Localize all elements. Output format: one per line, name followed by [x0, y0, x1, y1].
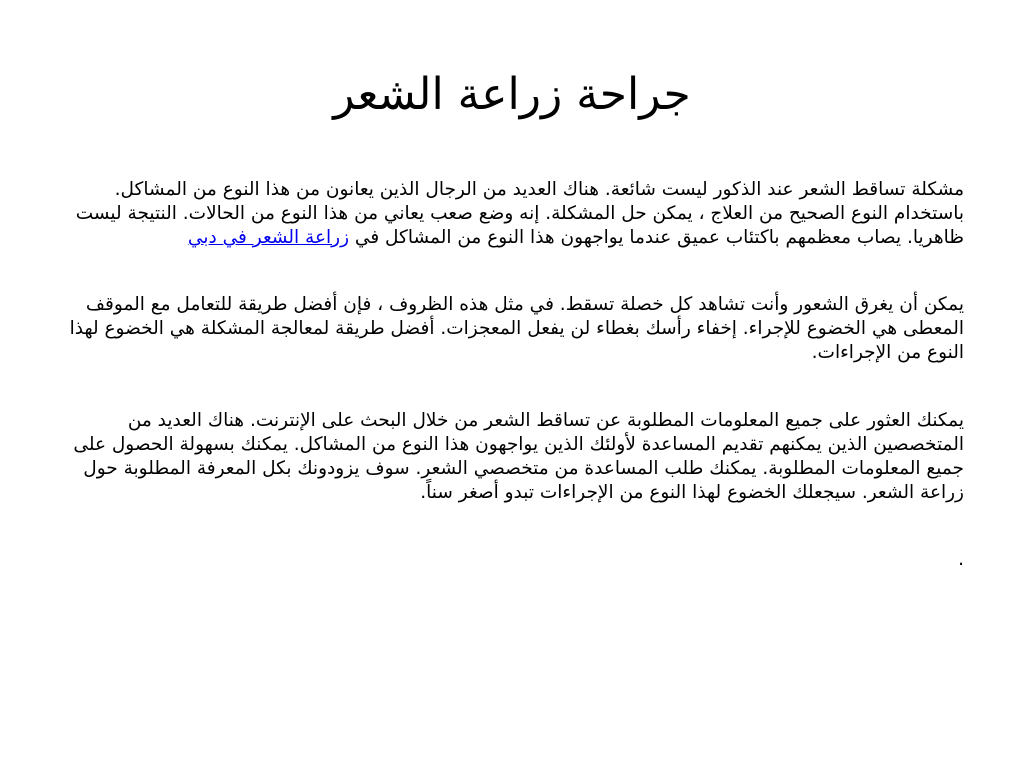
paragraph-1-text: مشكلة تساقط الشعر عند الذكور ليست شائعة. هناك العديد من الرجال الذين يعانون من هذا النوع من المشاكل. باستخدام النوع الصحيح من العلاج ، يمكن حل المشكلة. إنه وضع صعب يعاني من هذا النوع من الحالات. النتيجة ليست ظاهريا. يصاب معظمهم باكتئاب عميق عندما يواجهون هذا النوع من المشاكل في: [75, 179, 964, 248]
hair-transplant-dubai-link[interactable]: زراعة الشعر في دبي: [187, 227, 350, 248]
slide-body: [64, 178, 964, 572]
paragraph-1: [64, 178, 964, 250]
paragraph-3: يمكنك العثور على جميع المعلومات المطلوبة عن تساقط الشعر من خلال البحث على الإنترنت. هناك العديد من المتخصصين الذين يمكنهم تقديم المساعدة لأولئك الذين يواجهون هذا النوع من المشاكل. يمكنك بسهولة الحصول على جميع المعلومات المطلوبة. يمكنك طلب المساعدة من متخصصي الشعر. سوف يزودونك بكل المعرفة المطلوبة حول زراعة الشعر. سيجعلك الخضوع لهذا النوع من الإجراءات تبدو أصغر سناً.: [73, 410, 964, 503]
trailing-period: .: [958, 549, 964, 570]
slide-title: جراحة زراعة الشعر: [333, 69, 691, 120]
paragraph-2: يمكن أن يغرق الشعور وأنت تشاهد كل خصلة تسقط. في مثل هذه الظروف ، فإن أفضل طريقة للتعامل مع الموقف المعطى هي الخضوع للإجراء. إخفاء رأسك بغطاء لن يفعل المعجزات. أفضل طريقة لمعالجة المشكلة هي الخضوع لهذا النوع من الإجراءات.: [69, 294, 964, 363]
